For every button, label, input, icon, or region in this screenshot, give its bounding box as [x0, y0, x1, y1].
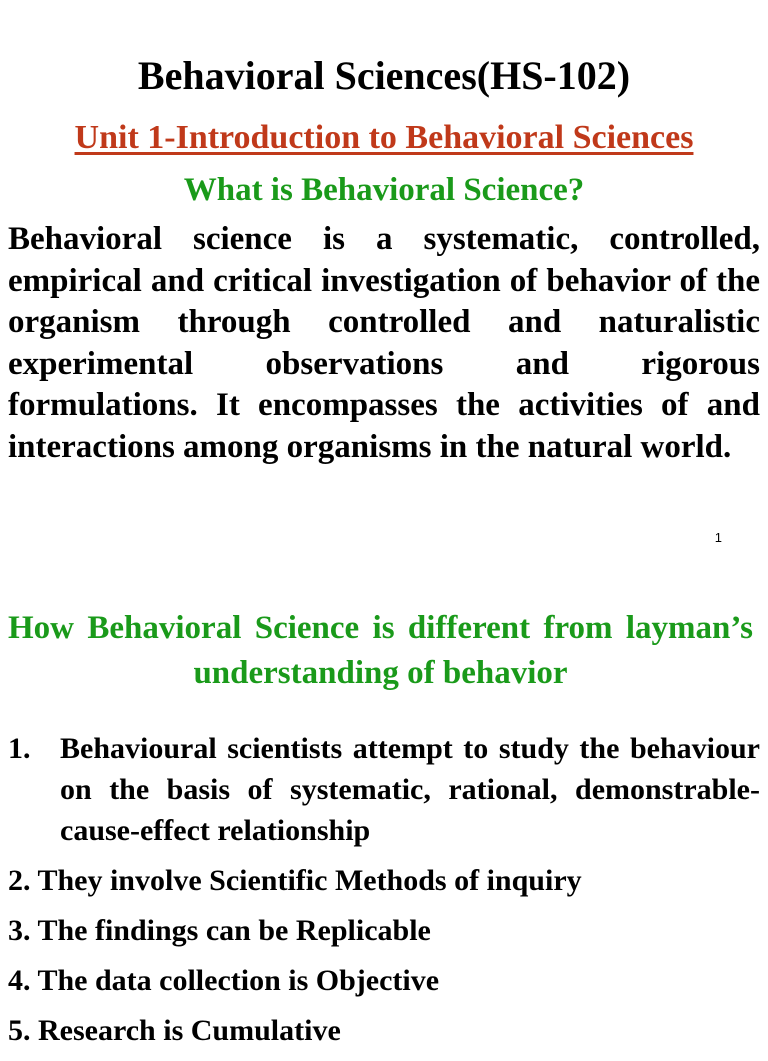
definition-paragraph: Behavioral science is a systematic, controlled, empirical and critical investigation of behavior of the organism through controlled and naturalistic experimental observations and rigorous formulations. It encompasses the activities of and interactions among organisms in the natural world.: [8, 221, 760, 465]
list-item: [8, 728, 760, 851]
list-item: 5. Research is Cumulative: [8, 1014, 341, 1047]
list-item: 3. The findings can be Replicable: [8, 914, 431, 947]
list-item-text: Behavioural scientists attempt to study the behaviour on the basis of systematic, rational, demonstrable-cause-effect relationship: [60, 732, 760, 847]
unit-heading-text: Unit 1-Introduction to Behavioral Sciences: [74, 119, 694, 156]
course-title: Behavioral Sciences(HS-102): [137, 53, 631, 98]
list-item: 2. They involve Scientific Methods of inquiry: [8, 864, 582, 897]
difference-list: [8, 728, 760, 1061]
page-number: 1: [714, 530, 722, 545]
list-item: 4. The data collection is Objective: [8, 964, 440, 997]
slide-2: [0, 560, 768, 1047]
unit-heading: [0, 116, 768, 160]
difference-heading: How Behavioral Science is different from layman’s understanding of behavior: [8, 610, 753, 691]
question-heading: What is Behavioral Science?: [183, 172, 585, 208]
list-item-number: 1.: [8, 732, 31, 765]
